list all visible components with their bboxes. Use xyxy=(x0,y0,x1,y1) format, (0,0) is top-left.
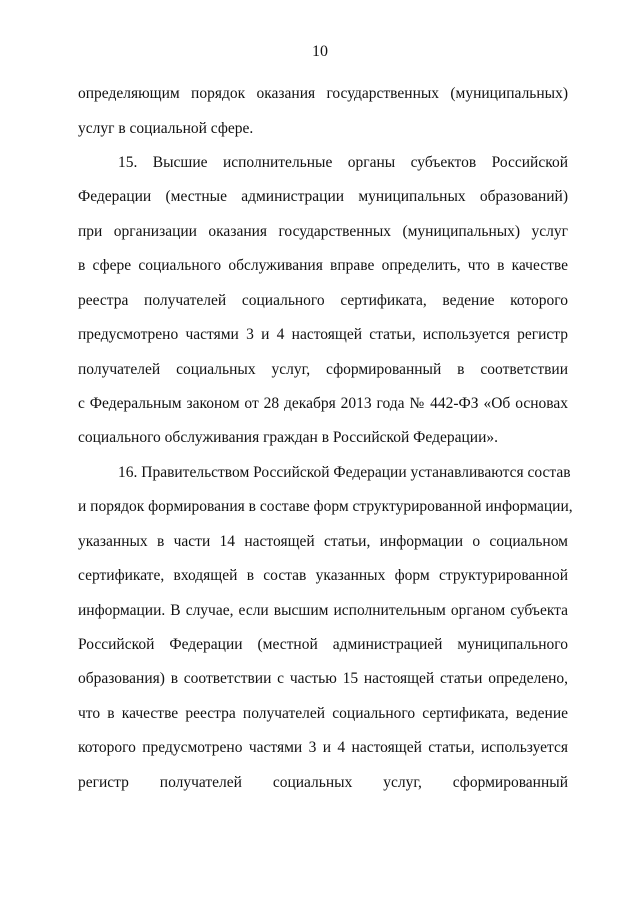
text-line: реестра получателей социального сертификата, ведение которого xyxy=(78,292,568,309)
text-line: 15. Высшие исполнительные органы субъектов Российской xyxy=(118,154,568,171)
text-line: сертификате, входящей в состав указанных форм структурированной xyxy=(78,567,568,584)
text-line: образования) в соответствии с частью 15 настоящей статьи определено, xyxy=(78,670,568,687)
text-line: услуг в социальной сфере. xyxy=(78,120,254,137)
text-line: социального обслуживания граждан в Российской Федерации». xyxy=(78,429,498,446)
text-line: 16. Правительством Российской Федерации устанавливаются состав xyxy=(118,464,571,481)
text-line: информации. В случае, если высшим исполнительным органом субъекта xyxy=(78,602,568,619)
text-line: определяющим порядок оказания государственных (муниципальных) xyxy=(78,85,568,102)
text-line: указанных в части 14 настоящей статьи, информации о социальном xyxy=(78,533,568,550)
text-line: и порядок формирования в составе форм структурированной информации, xyxy=(78,498,573,515)
text-line: регистр получателей социальных услуг, сформированный xyxy=(78,774,568,791)
text-line: с Федеральным законом от 28 декабря 2013 года № 442-ФЗ «Об основах xyxy=(78,395,568,412)
text-line: Российской Федерации (местной администрацией муниципального xyxy=(78,636,568,653)
text-line: в сфере социального обслуживания вправе определить, что в качестве xyxy=(78,257,568,274)
text-line: при организации оказания государственных (муниципальных) услуг xyxy=(78,223,568,240)
text-line: которого предусмотрено частями 3 и 4 настоящей статьи, используется xyxy=(78,739,568,756)
text-line: получателей социальных услуг, сформированный в соответствии xyxy=(78,361,568,378)
text-line: что в качестве реестра получателей социального сертификата, ведение xyxy=(78,705,568,722)
text-line: предусмотрено частями 3 и 4 настоящей статьи, используется регистр xyxy=(78,326,568,343)
text-line: Федерации (местные администрации муниципальных образований) xyxy=(78,188,568,205)
page-number: 10 xyxy=(312,43,328,60)
